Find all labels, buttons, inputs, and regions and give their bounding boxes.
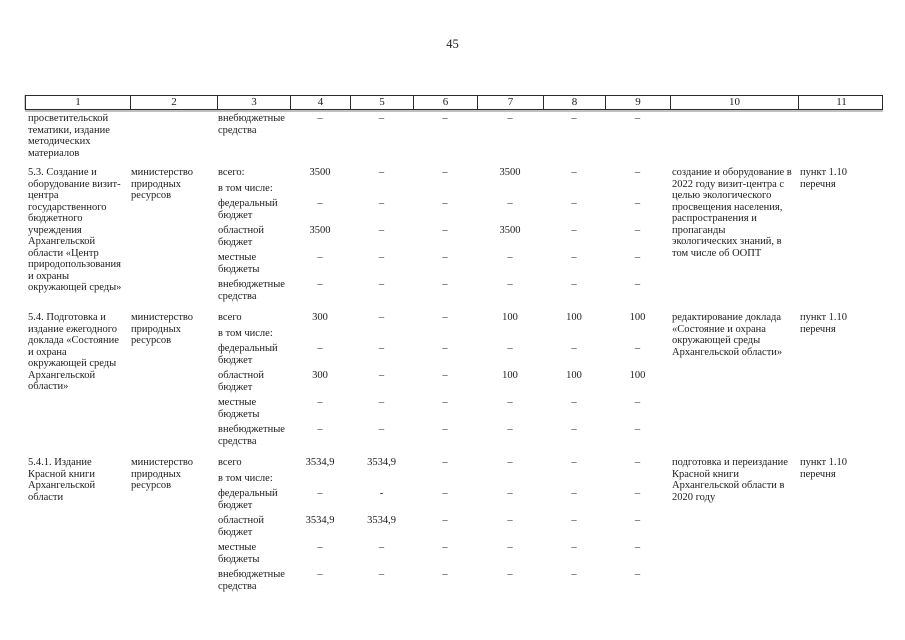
header-cell: 6 <box>414 96 478 109</box>
value-cell: – <box>442 370 448 381</box>
budget-label: всего <box>218 312 242 323</box>
value-cell: – <box>571 569 577 580</box>
value-cell: – <box>571 167 577 178</box>
value-cell: 3500 <box>499 167 521 178</box>
value-cell: 3500 <box>499 225 521 236</box>
budget-label: в том числе: <box>218 472 273 484</box>
budget-sub-row <box>217 198 670 221</box>
table-row <box>25 167 883 302</box>
value-cell: 100 <box>502 312 518 323</box>
value-cell: 3534,9 <box>305 457 335 468</box>
value-cell: 3500 <box>309 225 331 236</box>
value-cell: – <box>571 343 577 354</box>
header-cell: 11 <box>836 96 847 108</box>
value-cell: – <box>378 312 385 323</box>
value-cell: – <box>442 343 448 354</box>
header-cell: 3 <box>218 96 291 109</box>
budget-sub-row <box>217 569 670 592</box>
value-cell: – <box>378 424 385 435</box>
budget-sub-row <box>217 279 670 302</box>
value-cell: – <box>571 542 577 553</box>
value-cell: – <box>571 279 577 290</box>
value-cell: – <box>571 225 577 236</box>
budget-label: местные бюджеты <box>218 542 260 565</box>
value-cell: – <box>634 457 641 468</box>
value-cell: – <box>442 252 448 263</box>
value-cell: – <box>442 457 448 468</box>
value-cell: – <box>507 569 513 580</box>
result-cell: редактирование доклада «Состояние и охрана окружающей среды Архангельской области» <box>672 312 783 358</box>
value-cell: – <box>507 488 513 499</box>
table-body <box>25 110 883 592</box>
value-cell: – <box>634 424 641 435</box>
header-cell: 8 <box>544 96 606 109</box>
value-cell: – <box>634 515 641 526</box>
value-cell: 100 <box>566 312 582 323</box>
value-cell: 3534,9 <box>367 457 396 468</box>
reference-cell: пункт 1.10 перечня <box>800 457 848 480</box>
table-header-row <box>25 95 883 110</box>
value-cell: – <box>442 225 448 236</box>
header-cell: 9 <box>606 96 671 109</box>
header-cell: 10 <box>671 96 799 109</box>
value-cell: 3534,9 <box>367 515 396 526</box>
budget-label: в том числе: <box>218 327 273 339</box>
value-cell: 300 <box>312 312 328 323</box>
budget-sub-row <box>217 113 670 136</box>
table-row <box>25 457 883 592</box>
header-cell: 5 <box>351 96 414 109</box>
budget-sub-row <box>217 343 670 366</box>
value-cell: – <box>571 252 577 263</box>
value-cell: – <box>442 113 448 124</box>
value-cell: – <box>507 542 513 553</box>
value-cell: 100 <box>566 370 582 381</box>
budget-label: внебюджетные средства <box>218 279 285 302</box>
value-cell: – <box>442 279 448 290</box>
value-cell: – <box>507 198 513 209</box>
executor-cell: министерство природных ресурсов <box>131 167 194 201</box>
value-cell: – <box>378 569 385 580</box>
value-cell: – <box>378 542 385 553</box>
value-cell: – <box>317 279 323 290</box>
value-cell: 100 <box>629 370 646 381</box>
value-cell: – <box>634 488 641 499</box>
value-cell: – <box>634 569 641 580</box>
budget-label: всего: <box>218 167 245 178</box>
budget-label: внебюджетные средства <box>218 569 285 592</box>
value-cell: – <box>378 279 385 290</box>
value-cell: – <box>378 225 385 236</box>
value-cell: – <box>634 198 641 209</box>
value-cell: 100 <box>502 370 518 381</box>
value-cell: – <box>571 457 577 468</box>
executor-cell: министерство природных ресурсов <box>131 312 194 346</box>
value-cell: – <box>442 167 448 178</box>
budget-label: федеральный бюджет <box>218 343 278 366</box>
value-cell: – <box>634 225 641 236</box>
value-cell: – <box>507 252 513 263</box>
value-cell: – <box>507 457 513 468</box>
value-cell: 100 <box>629 312 646 323</box>
table-row <box>25 312 883 447</box>
value-cell: – <box>634 279 641 290</box>
value-cell: – <box>442 312 448 323</box>
budget-label: областной бюджет <box>218 370 264 393</box>
budget-grid <box>217 312 670 447</box>
value-cell: – <box>634 167 641 178</box>
value-cell: 3500 <box>309 167 331 178</box>
value-cell: – <box>317 252 323 263</box>
value-cell: – <box>317 569 323 580</box>
value-cell: – <box>442 198 448 209</box>
header-cell: 7 <box>478 96 544 109</box>
budget-label: федеральный бюджет <box>218 488 278 511</box>
budget-label: всего <box>218 457 242 468</box>
budget-sub-row <box>217 167 670 179</box>
value-cell: – <box>378 198 385 209</box>
value-cell: – <box>634 252 641 263</box>
value-cell: – <box>634 343 641 354</box>
value-cell: – <box>442 397 448 408</box>
budget-sub-row <box>217 424 670 447</box>
value-cell: – <box>571 515 577 526</box>
value-cell: – <box>317 113 323 124</box>
table-row <box>25 113 883 159</box>
budget-sub-row <box>217 457 670 469</box>
value-cell: – <box>378 167 385 178</box>
value-cell: – <box>317 488 323 499</box>
budget-label: федеральный бюджет <box>218 198 278 221</box>
value-cell: – <box>571 397 577 408</box>
header-cell: 4 <box>291 96 351 109</box>
value-cell: – <box>442 488 448 499</box>
value-cell: – <box>378 113 385 124</box>
value-cell: – <box>378 370 385 381</box>
value-cell: – <box>378 343 385 354</box>
page-number: 45 <box>446 37 459 51</box>
result-cell: подготовка и переиздание Красной книги Архангельской области в 2020 году <box>672 457 788 503</box>
value-cell: 300 <box>312 370 328 381</box>
reference-cell: пункт 1.10 перечня <box>800 312 848 335</box>
activity-cell: 5.3. Создание и оборудование визит-центра государственного бюджетного учреждения Архангельской области «Центр природопользования и охраны окружающей среды» <box>28 167 122 293</box>
activities-table <box>25 95 883 602</box>
value-cell: – <box>634 542 641 553</box>
budget-sub-row <box>217 225 670 248</box>
budget-label: местные бюджеты <box>218 397 260 420</box>
value-cell: – <box>442 424 448 435</box>
budget-sub-row <box>217 252 670 275</box>
budget-label: местные бюджеты <box>218 252 260 275</box>
value-cell: – <box>507 113 513 124</box>
value-cell: – <box>507 279 513 290</box>
budget-label: внебюджетные средства <box>218 424 285 447</box>
value-cell: – <box>571 113 577 124</box>
executor-cell: министерство природных ресурсов <box>131 457 194 491</box>
budget-sub-row <box>217 488 670 511</box>
value-cell: – <box>317 542 323 553</box>
header-cell: 1 <box>26 96 131 109</box>
value-cell: – <box>317 424 323 435</box>
value-cell: – <box>317 343 323 354</box>
value-cell: – <box>442 569 448 580</box>
value-cell: 3534,9 <box>305 515 335 526</box>
budget-grid <box>217 167 670 302</box>
value-cell: – <box>507 515 513 526</box>
activity-cell: просветительской тематики, издание методических материалов <box>28 113 110 159</box>
value-cell: – <box>442 515 448 526</box>
budget-sub-row <box>217 370 670 393</box>
value-cell: - <box>379 488 384 499</box>
result-cell: создание и оборудование в 2022 году визит-центра с целью экологического просвещения населения, распространения и пропаганды экологических знаний, в том числе об ООПТ <box>672 167 792 259</box>
value-cell: – <box>317 397 323 408</box>
value-cell: – <box>571 424 577 435</box>
budget-label: областной бюджет <box>218 225 264 248</box>
budget-sub-row <box>217 328 670 340</box>
activity-cell: 5.4.1. Издание Красной книги Архангельской области <box>28 457 96 503</box>
value-cell: – <box>571 488 577 499</box>
value-cell: – <box>507 343 513 354</box>
budget-sub-row <box>217 312 670 324</box>
budget-grid <box>217 457 670 592</box>
budget-sub-row <box>217 397 670 420</box>
budget-label: областной бюджет <box>218 515 264 538</box>
budget-label: внебюджетные средства <box>218 113 285 136</box>
budget-sub-row <box>217 183 670 195</box>
value-cell: – <box>378 397 385 408</box>
value-cell: – <box>507 424 513 435</box>
reference-cell: пункт 1.10 перечня <box>800 167 848 190</box>
value-cell: – <box>634 397 641 408</box>
value-cell: – <box>378 252 385 263</box>
header-cell: 2 <box>131 96 218 109</box>
value-cell: – <box>507 397 513 408</box>
budget-sub-row <box>217 515 670 538</box>
value-cell: – <box>442 542 448 553</box>
budget-label: в том числе: <box>218 182 273 194</box>
value-cell: – <box>634 113 641 124</box>
budget-sub-row <box>217 542 670 565</box>
budget-sub-row <box>217 473 670 485</box>
activity-cell: 5.4. Подготовка и издание ежегодного доклада «Состояние и охрана окружающей среды Архангельской области» <box>28 312 119 392</box>
budget-grid <box>217 113 670 136</box>
value-cell: – <box>317 198 323 209</box>
value-cell: – <box>571 198 577 209</box>
